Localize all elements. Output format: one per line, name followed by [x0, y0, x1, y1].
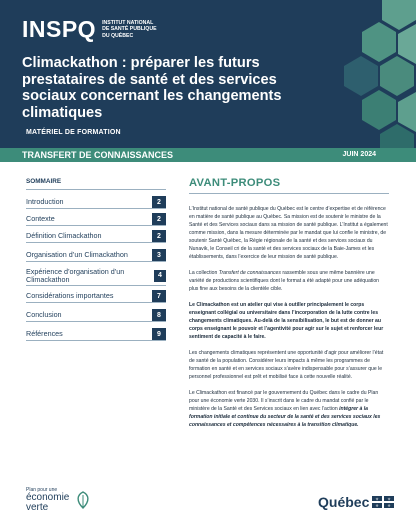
toc-item-label: Considérations importantes: [26, 291, 114, 300]
quebec-logo: [318, 494, 394, 510]
document-subtitle: MATÉRIEL DE FORMATION: [26, 129, 121, 136]
collection-name: Transfert de connaissances: [218, 270, 281, 276]
toc-item-considerations[interactable]: [26, 290, 166, 303]
paragraph-text: rassemble sous une même bannière une variété de productions scientifiques dont le format a été adapté pour une adéquation plus fine aux besoins de la clientèle cible.: [189, 270, 380, 292]
paragraph-emphasis: intégrer à la formation initiale et continue du secteur de la santé et des services sociaux les connaissances et compétences nécessaires à la transition climatique.: [189, 406, 381, 428]
toc-item-conclusion[interactable]: [26, 309, 166, 322]
logo-sub-line: DE SANTÉ PUBLIQUE: [102, 26, 157, 33]
paragraph-text: La collection: [189, 270, 219, 276]
collection-band: [0, 148, 416, 162]
toc-item-label: Définition Climackathon: [26, 231, 102, 240]
hexagon-pattern: [342, 0, 416, 148]
document-title: Climackathon : préparer les futurs prestataires de santé et des services sociaux concernant les changements climatiques: [22, 55, 282, 121]
toc-item-label: Organisation d’un Climackathon: [26, 250, 128, 259]
table-of-contents: [26, 178, 166, 341]
inspq-logo: [22, 16, 182, 43]
toc-item-label: Références: [26, 329, 63, 338]
logo-sub-line: INSTITUT NATIONAL: [102, 19, 154, 26]
logo-subtitle: [102, 20, 182, 39]
toc-item-label: Introduction: [26, 197, 64, 206]
paragraph-mission: L’Institut national de santé publique du Québec est le centre d’expertise et de référence en matière de santé publique au Québec. Sa mission est de soutenir le ministre de la Santé et des Services sociaux dans sa mission de santé publique. L’Institut a également comme mission, dans la mesure déterminée par le mandat que lui confie le ministre, de soutenir Santé Québec, la Régie régionale de la santé et des services sociaux du Nunavik, le Conseil cri de la santé et des services sociaux de la Baie-James et les établissements, dans l’exercice de leur mission de santé publique.: [189, 206, 388, 260]
toc-item-organisation[interactable]: [26, 249, 166, 262]
section-title: AVANT-PROPOS: [189, 177, 389, 194]
paragraph-text: Le Climackathon est financé par le gouvernement du Québec dans le cadre du Plan pour une économie verte 2030. Il s’inscrit dans le cadre du mandat confié par le ministère de la Santé et des Services sociaux en lien avec l’action: [189, 390, 379, 412]
logo-wordmark: INSPQ: [22, 16, 97, 42]
toc-item-label: Contexte: [26, 214, 55, 223]
paragraph-collection: [189, 269, 389, 293]
toc-item-page: 4: [154, 270, 166, 282]
quebec-flag-icon: [372, 496, 394, 508]
toc-item-experience[interactable]: [26, 266, 166, 286]
toc-title: SOMMAIRE: [26, 178, 166, 190]
toc-item-page: 7: [152, 290, 166, 302]
svg-text:⚜: ⚜: [387, 503, 392, 508]
toc-item-label: Expérience d’organisation d’un Climackathon: [26, 266, 125, 284]
toc-item-page: 9: [152, 328, 166, 340]
collection-label: TRANSFERT DE CONNAISSANCES: [22, 150, 174, 160]
toc-item-references[interactable]: [26, 328, 166, 341]
svg-text:⚜: ⚜: [375, 503, 380, 508]
green-economy-plan-logo: [26, 487, 91, 513]
plan-logo-text: [26, 487, 69, 513]
toc-item-contexte[interactable]: [26, 213, 166, 226]
toc-item-page: 3: [152, 249, 166, 261]
plan-logo-line: verte: [26, 502, 49, 513]
paragraph-climate-change: Les changements climatiques représentent une opportunité d’agir pour améliorer l’état de santé de la population. Considérer leurs impacts à même les programmes de formation en santé et en services sociaux s’avère indispensable pour s’assurer que le personnel professionnel est prêt et mobilisé face à cette nouvelle réalité.: [189, 350, 384, 380]
plan-logo-line: économie: [26, 492, 70, 503]
svg-text:⚜: ⚜: [387, 496, 392, 502]
svg-text:⚜: ⚜: [375, 496, 380, 502]
paragraph-climackathon: Le Climackathon est un atelier qui vise à outiller principalement le corps enseignant collégial ou universitaire dans l’incorporation de la lutte contre les changements climatiques. Au-delà de la sensibilisation, le but est de donner au corps enseignant le pouvoir et l’agentivité pour agir sur le sujet et renforcer leur sentiment de capacité à le faire.: [189, 302, 384, 340]
foreword-section: [189, 177, 389, 437]
logo-sub-line: DU QUÉBEC: [102, 32, 134, 39]
header-banner: [0, 0, 416, 148]
toc-item-page: 2: [152, 230, 166, 242]
toc-item-page: 2: [152, 213, 166, 225]
toc-item-page: 8: [152, 309, 166, 321]
paragraph-funding: [189, 389, 389, 429]
publication-date: JUIN 2024: [342, 151, 376, 158]
toc-item-page: 2: [152, 196, 166, 208]
plan-logo-line: Plan pour une: [26, 487, 58, 493]
toc-item-introduction[interactable]: [26, 196, 166, 209]
quebec-wordmark: Québec: [318, 494, 370, 510]
toc-item-definition[interactable]: [26, 230, 166, 243]
leaf-icon: [75, 491, 91, 509]
toc-item-label: Conclusion: [26, 310, 62, 319]
